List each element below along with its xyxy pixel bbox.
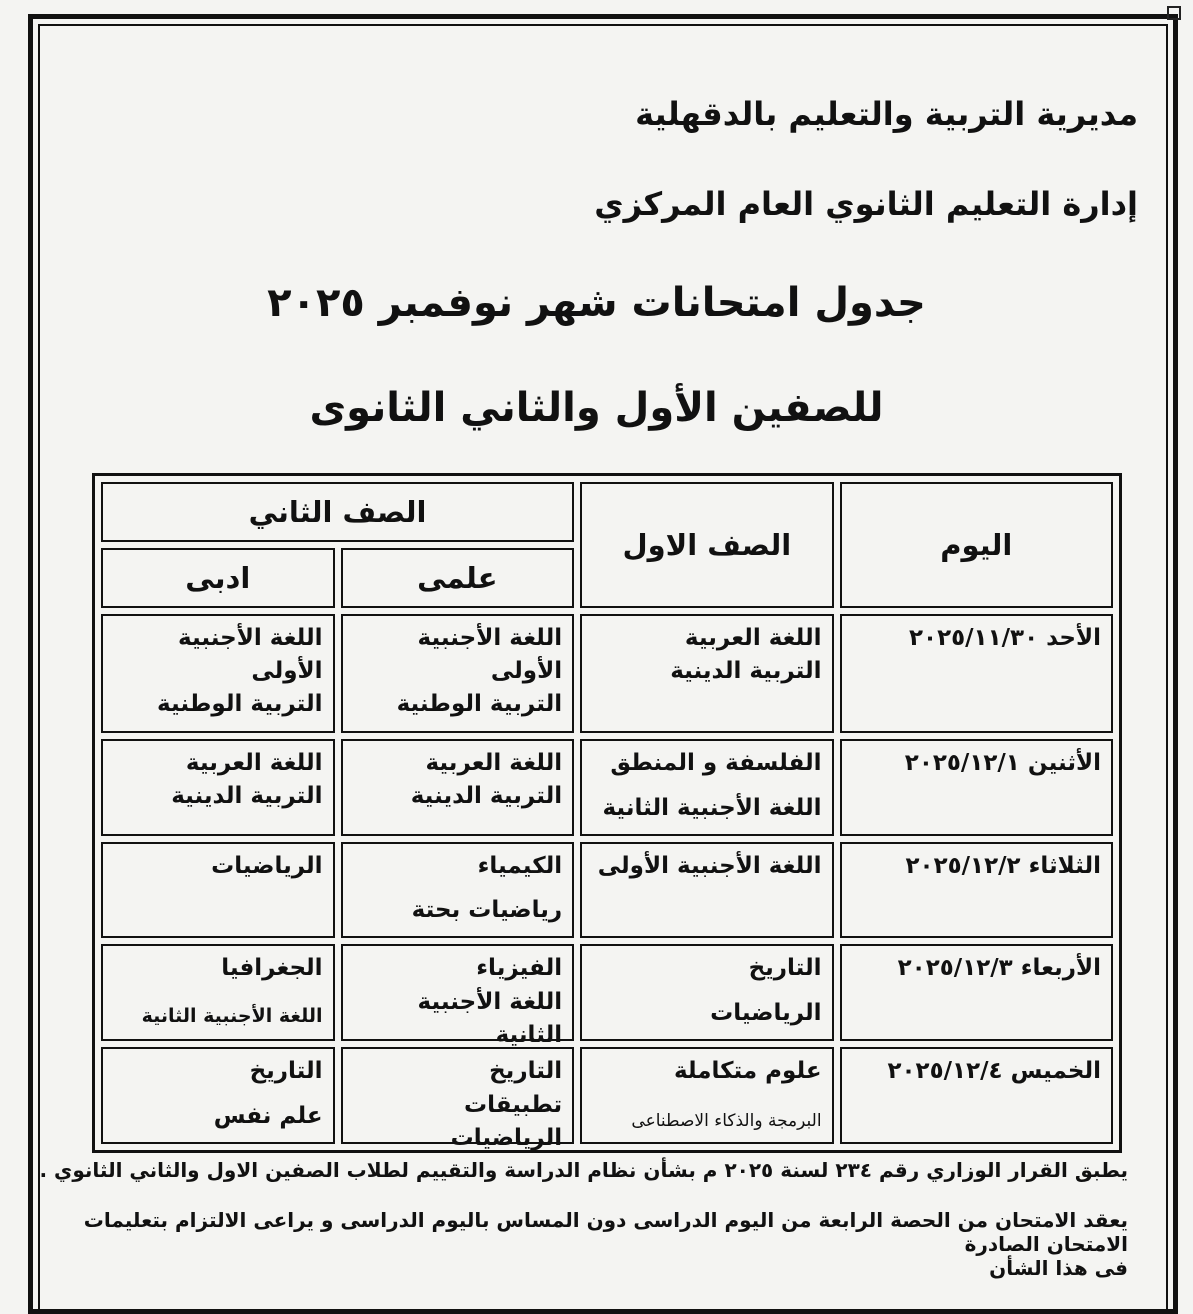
exam-period-note-end: فى هذا الشأن <box>989 1256 1128 1280</box>
day-cell: الخميس ٢٠٢٥/١٢/٤ <box>840 1047 1113 1144</box>
exam-schedule-table <box>92 473 1122 1153</box>
subject: الجغرافيا <box>221 955 323 982</box>
first-grade-cell <box>580 1047 833 1144</box>
first-grade-cell <box>580 614 833 733</box>
subject: الكيمياء <box>477 852 563 879</box>
subject: التربية الدينية <box>171 783 323 810</box>
literary-cell <box>101 944 335 1041</box>
table-row <box>101 614 1113 733</box>
science-cell <box>341 842 575 939</box>
directorate-header: مديرية التربية والتعليم بالدقهلية <box>635 95 1138 133</box>
first-grade-cell <box>580 842 833 939</box>
day-cell: الثلاثاء ٢٠٢٥/١٢/٢ <box>840 842 1113 939</box>
subject: الرياضيات <box>211 852 323 879</box>
subject: التربية الوطنية <box>157 691 323 718</box>
literary-cell <box>101 1047 335 1144</box>
header-literary: ادبى <box>101 548 335 608</box>
header-first-grade: الصف الاول <box>580 482 833 608</box>
day-cell: الأثنين ٢٠٢٥/١٢/١ <box>840 739 1113 836</box>
subject: التاريخ <box>249 1058 323 1085</box>
administration-header: إدارة التعليم الثانوي العام المركزي <box>594 185 1138 223</box>
subject: اللغة العربية <box>425 749 563 776</box>
day-cell: الأربعاء ٢٠٢٥/١٢/٣ <box>840 944 1113 1041</box>
first-grade-cell <box>580 944 833 1041</box>
subject: التاريخ <box>489 1058 563 1085</box>
science-cell <box>341 614 575 733</box>
subject: علم نفس <box>213 1102 323 1129</box>
header-day: اليوم <box>840 482 1113 608</box>
subject: الفلسفة و المنطق <box>610 749 822 776</box>
corner-mark <box>1167 6 1181 20</box>
decree-note: يطبق القرار الوزاري رقم ٢٣٤ لسنة ٢٠٢٥ م بشأن نظام الدراسة والتقييم لطلاب الصفين الاول والثاني الثانوي . <box>39 1158 1128 1182</box>
subject: اللغة الأجنبية الأولى <box>178 624 323 684</box>
subject: الفيزياء <box>476 955 563 982</box>
subject: رياضيات بحتة <box>411 897 563 924</box>
subject: اللغة العربية <box>185 749 323 776</box>
header-science: علمى <box>341 548 575 608</box>
table-row <box>101 944 1113 1041</box>
literary-cell <box>101 739 335 836</box>
subject: التربية الدينية <box>670 657 822 684</box>
science-cell <box>341 739 575 836</box>
header-second-grade: الصف الثاني <box>101 482 574 542</box>
table-row <box>101 1047 1113 1144</box>
subject: اللغة الأجنبية الأولى <box>417 624 563 684</box>
literary-cell <box>101 842 335 939</box>
table-row <box>101 739 1113 836</box>
subject: التربية الدينية <box>410 783 563 810</box>
subject: اللغة الأجنبية الأولى <box>597 852 822 879</box>
subject: اللغة الأجنبية الثانية <box>141 1004 323 1027</box>
subject: اللغة العربية <box>684 624 822 651</box>
subject: تطبيقات الرياضيات <box>450 1091 563 1151</box>
subject: الرياضيات <box>710 1000 822 1027</box>
subject: اللغة الأجنبية الثانية <box>602 794 822 821</box>
schedule-subtitle: للصفين الأول والثاني الثانوى <box>309 385 884 431</box>
table-header-row <box>101 482 1113 542</box>
science-cell <box>341 1047 575 1151</box>
day-cell: الأحد ٢٠٢٥/١١/٣٠ <box>840 614 1113 733</box>
subject: التاريخ <box>748 955 822 982</box>
subject: التربية الوطنية <box>396 691 563 718</box>
subject: اللغة الأجنبية الثانية <box>417 988 563 1049</box>
first-grade-cell <box>580 739 833 836</box>
subject: البرمجة والذكاء الاصطناعى <box>631 1110 822 1131</box>
table-row <box>101 842 1113 939</box>
schedule-title: جدول امتحانات شهر نوفمبر ٢٠٢٥ <box>267 280 926 326</box>
science-cell <box>341 944 575 1049</box>
subject: علوم متكاملة <box>673 1058 822 1085</box>
literary-cell <box>101 614 335 733</box>
exam-period-note: يعقد الامتحان من الحصة الرابعة من اليوم الدراسى دون المساس باليوم الدراسى و يراعى الالتزام بتعليمات الامتحان الصادرة <box>83 1208 1128 1256</box>
